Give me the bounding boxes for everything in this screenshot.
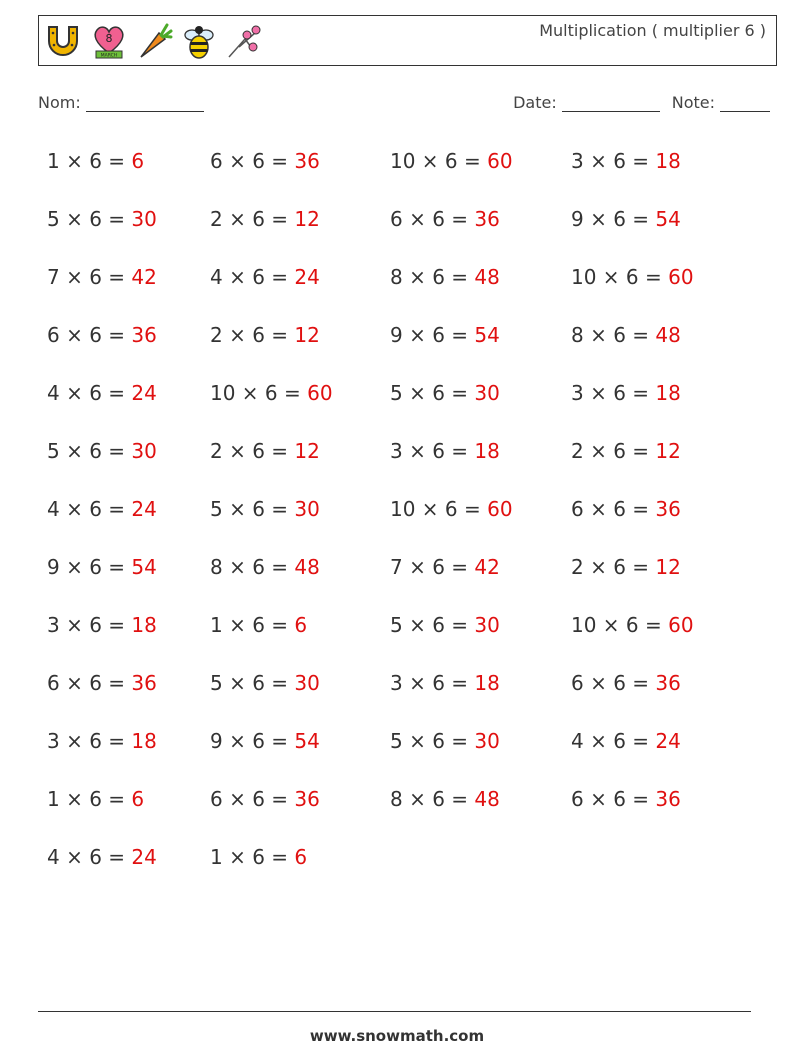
problem-answer: 30 [294, 497, 320, 521]
problem-question: 4 × 6 = [210, 265, 295, 289]
problem-question: 5 × 6 = [210, 497, 295, 521]
problem-question: 3 × 6 = [47, 729, 132, 753]
problem-question: 10 × 6 = [210, 381, 308, 405]
problem-answer: 36 [655, 497, 681, 521]
problem-answer: 36 [294, 787, 320, 811]
problem-answer: 30 [294, 671, 320, 695]
problem-item [390, 497, 513, 521]
problem-item [390, 265, 500, 289]
problem-question: 1 × 6 = [47, 149, 132, 173]
problem-answer: 54 [294, 729, 320, 753]
problem-question: 6 × 6 = [390, 207, 475, 231]
problem-answer: 30 [131, 439, 157, 463]
problem-answer: 30 [474, 613, 500, 637]
problem-item [47, 845, 157, 869]
problem-answer: 42 [131, 265, 157, 289]
problem-answer: 24 [294, 265, 320, 289]
problem-item [210, 613, 307, 637]
problem-question: 10 × 6 = [390, 149, 488, 173]
problem-question: 8 × 6 = [390, 265, 475, 289]
problem-item [390, 439, 500, 463]
problem-answer: 18 [655, 149, 681, 173]
problem-question: 10 × 6 = [390, 497, 488, 521]
problem-question: 3 × 6 = [390, 671, 475, 695]
problem-item [571, 613, 694, 637]
problem-answer: 30 [131, 207, 157, 231]
problem-item [47, 207, 157, 231]
problem-answer: 30 [474, 381, 500, 405]
problem-answer: 6 [131, 787, 145, 811]
problem-item [47, 265, 157, 289]
problem-question: 3 × 6 = [571, 149, 656, 173]
problem-item [210, 729, 320, 753]
problem-answer: 48 [655, 323, 681, 347]
problem-item [390, 671, 500, 695]
note-label: Note: [671, 93, 715, 112]
problem-item [210, 787, 320, 811]
problem-question: 8 × 6 = [571, 323, 656, 347]
problem-question: 4 × 6 = [571, 729, 656, 753]
problem-item [390, 729, 500, 753]
date-note-fields [513, 93, 770, 112]
problem-item [571, 497, 681, 521]
problem-answer: 36 [131, 323, 157, 347]
problem-item [571, 671, 681, 695]
problem-item [390, 323, 500, 347]
problem-question: 10 × 6 = [571, 613, 669, 637]
problem-answer: 24 [131, 381, 157, 405]
problem-answer: 60 [307, 381, 333, 405]
problem-item [571, 207, 681, 231]
problem-answer: 36 [655, 787, 681, 811]
date-line[interactable] [562, 93, 660, 112]
problem-answer: 36 [131, 671, 157, 695]
problem-answer: 36 [474, 207, 500, 231]
problem-answer: 18 [131, 729, 157, 753]
problem-item [571, 323, 681, 347]
problem-question: 5 × 6 = [47, 439, 132, 463]
problem-item [210, 323, 320, 347]
problem-answer: 54 [131, 555, 157, 579]
note-line[interactable] [720, 93, 770, 112]
problem-item [571, 439, 681, 463]
problem-item [47, 671, 157, 695]
problem-question: 7 × 6 = [390, 555, 475, 579]
problem-question: 5 × 6 = [47, 207, 132, 231]
problem-question: 3 × 6 = [47, 613, 132, 637]
problem-answer: 60 [668, 613, 694, 637]
problem-item [210, 845, 307, 869]
problem-item [47, 149, 144, 173]
problem-question: 6 × 6 = [47, 323, 132, 347]
problem-answer: 24 [131, 497, 157, 521]
problem-answer: 12 [655, 555, 681, 579]
problem-question: 5 × 6 = [390, 729, 475, 753]
problem-answer: 18 [655, 381, 681, 405]
problem-item [390, 555, 500, 579]
bee-icon [181, 21, 217, 61]
problem-answer: 42 [474, 555, 500, 579]
name-line[interactable] [86, 93, 204, 112]
horseshoe-icon [43, 21, 83, 61]
problem-answer: 54 [474, 323, 500, 347]
problem-question: 9 × 6 = [390, 323, 475, 347]
problem-item [210, 555, 320, 579]
problem-question: 2 × 6 = [210, 323, 295, 347]
problem-item [571, 729, 681, 753]
problem-item [210, 265, 320, 289]
problem-answer: 18 [474, 439, 500, 463]
problem-question: 6 × 6 = [210, 787, 295, 811]
problem-answer: 6 [294, 613, 308, 637]
problem-question: 4 × 6 = [47, 845, 132, 869]
problem-question: 6 × 6 = [571, 787, 656, 811]
problem-item [210, 149, 320, 173]
problem-question: 1 × 6 = [210, 845, 295, 869]
page-title: Multiplication ( multiplier 6 ) [539, 21, 766, 40]
heart-icon [91, 21, 127, 61]
problem-item [47, 729, 157, 753]
problem-answer: 6 [294, 845, 308, 869]
problem-item [47, 787, 144, 811]
carrot-icon [135, 21, 173, 61]
problem-answer: 54 [655, 207, 681, 231]
problem-question: 9 × 6 = [210, 729, 295, 753]
problem-item [210, 381, 333, 405]
problem-answer: 48 [474, 787, 500, 811]
problem-item [571, 555, 681, 579]
problem-question: 6 × 6 = [571, 671, 656, 695]
name-label: Nom: [38, 93, 81, 112]
problem-question: 2 × 6 = [210, 207, 295, 231]
problem-question: 2 × 6 = [571, 439, 656, 463]
problem-item [47, 323, 157, 347]
problem-question: 8 × 6 = [210, 555, 295, 579]
name-field [38, 93, 204, 112]
flowers-icon [225, 21, 263, 61]
problem-answer: 24 [655, 729, 681, 753]
problem-question: 1 × 6 = [210, 613, 295, 637]
problem-answer: 12 [655, 439, 681, 463]
problem-question: 2 × 6 = [210, 439, 295, 463]
problem-question: 5 × 6 = [210, 671, 295, 695]
problem-question: 3 × 6 = [571, 381, 656, 405]
problem-question: 5 × 6 = [390, 613, 475, 637]
problem-answer: 12 [294, 439, 320, 463]
problem-answer: 60 [487, 149, 513, 173]
problem-item [571, 149, 681, 173]
problem-item [390, 381, 500, 405]
problem-item [47, 613, 157, 637]
problem-item [47, 555, 157, 579]
heart-ribbon: MARCH [100, 53, 118, 59]
footer-divider [38, 1011, 751, 1012]
problem-answer: 18 [474, 671, 500, 695]
problem-item [47, 497, 157, 521]
problem-item [571, 265, 694, 289]
problem-question: 2 × 6 = [571, 555, 656, 579]
problem-question: 4 × 6 = [47, 381, 132, 405]
header-box [38, 15, 777, 66]
heart-number: 8 [105, 32, 113, 45]
problem-item [571, 381, 681, 405]
problem-question: 10 × 6 = [571, 265, 669, 289]
problem-answer: 30 [474, 729, 500, 753]
problem-answer: 36 [294, 149, 320, 173]
problem-item [390, 613, 500, 637]
problem-item [47, 439, 157, 463]
problem-item [210, 671, 320, 695]
problem-item [210, 497, 320, 521]
problem-question: 9 × 6 = [47, 555, 132, 579]
problem-item [571, 787, 681, 811]
problem-question: 4 × 6 = [47, 497, 132, 521]
icon-strip [43, 20, 263, 62]
problem-item [210, 439, 320, 463]
problem-question: 8 × 6 = [390, 787, 475, 811]
problem-answer: 48 [474, 265, 500, 289]
problem-answer: 12 [294, 323, 320, 347]
problem-question: 1 × 6 = [47, 787, 132, 811]
problem-answer: 12 [294, 207, 320, 231]
problem-question: 6 × 6 = [571, 497, 656, 521]
problem-item [210, 207, 320, 231]
problem-answer: 48 [294, 555, 320, 579]
problem-answer: 6 [131, 149, 145, 173]
problem-question: 3 × 6 = [390, 439, 475, 463]
problem-item [390, 787, 500, 811]
problem-question: 6 × 6 = [210, 149, 295, 173]
problem-question: 6 × 6 = [47, 671, 132, 695]
problem-question: 9 × 6 = [571, 207, 656, 231]
problem-item [390, 149, 513, 173]
problem-question: 7 × 6 = [47, 265, 132, 289]
problem-answer: 36 [655, 671, 681, 695]
problem-answer: 24 [131, 845, 157, 869]
problem-answer: 60 [487, 497, 513, 521]
problem-question: 5 × 6 = [390, 381, 475, 405]
footer-url: www.snowmath.com [309, 1027, 485, 1045]
problem-item [47, 381, 157, 405]
date-label: Date: [513, 93, 557, 112]
problem-item [390, 207, 500, 231]
problem-answer: 18 [131, 613, 157, 637]
problem-answer: 60 [668, 265, 694, 289]
